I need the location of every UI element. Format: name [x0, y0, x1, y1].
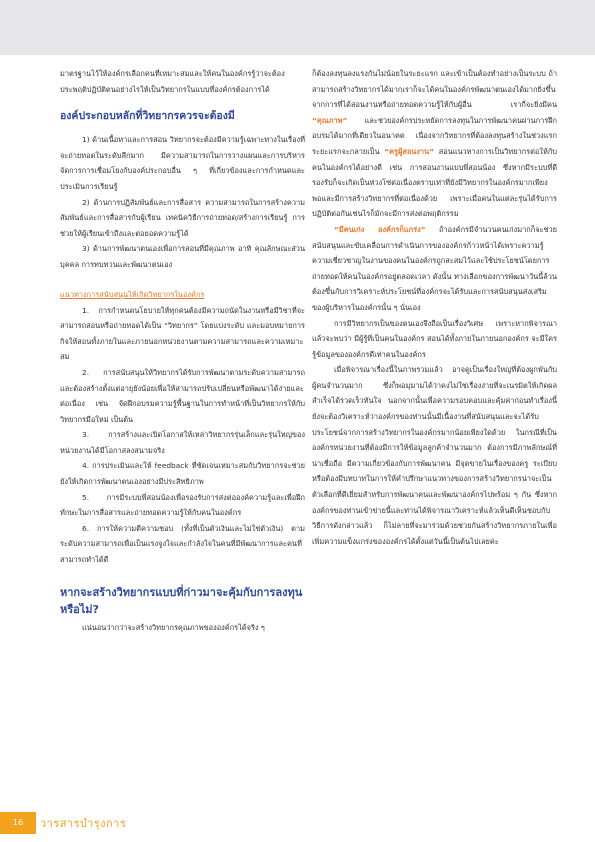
question-intro: แน่นอนว่ากว่าจะสร้างวิทยากรคุณภาพขององค์กรได้จริง ๆ	[82, 622, 265, 632]
highlight-teacher: “ครูผู้สอนงาน”	[384, 146, 434, 156]
highlight-slogan: “มีคนเก่ง องค์กรก็แกร่ง”	[334, 224, 426, 234]
page-footer	[0, 803, 595, 842]
element-item: 1) ด้านเนื้อหาและการสอน วิทยากรจะต้องมีความรู้เฉพาะทางในเรื่องที่จะถ่ายทอดในระดับลึกมาก มีความสามารถในการวางแผนและการบริหารจัดการการเชื่อมโยงกับองค์ประกอบอื่น ๆ ที่เกี่ยวข้องและการกำหนดและประเมินการเรียนรู้	[60, 135, 305, 191]
page-number: 16	[0, 812, 36, 834]
header-band	[0, 0, 595, 55]
heading-support: แนวทางการสนับสนุนให้เกิดวิทยากรในองค์กร	[60, 289, 205, 299]
intro-paragraph: มาตรฐานไว้ให้องค์กรเลือกคนที่เหมาะสมและให้คนในองค์กรรู้ว่าจะต้องประพฤติปฏิบัติตนอย่างไรให้เป็นวิทยากรในแบบที่องค์กรต้องการได้	[60, 69, 285, 94]
highlight-quality: “คุณภาพ”	[312, 115, 348, 125]
heading-question: หากจะสร้างวิทยากรแบบที่ก่าวมาจะคุ้มกับการลงทุนหรือไม่?	[60, 585, 303, 616]
support-item: 2. การสนับสนุนให้วิทยากรได้รับการพัฒนาตามระดับความสามารถ และต้องสร้างตั้งแต่อายุยังน้อยเพื่อให้สามารถปรับเปลี่ยนหรือพัฒนาได้ง่ายและต่อเนื่อง เช่น จัดฝึกอบรมความรู้พื้นฐานในการทำหน้าที่เป็นวิทยากรให้กับวิทยากรมือใหม่ เป็นต้น	[60, 367, 305, 424]
support-item: 1. การกำหนดนโยบายให้ทุกคนต้องมีความถนัดในงานหรือมีวิชาที่จะสามารถสอนหรือถ่ายทอดได้เป็น “วิทยากร” โดยแบ่งระดับ และมอบหมายการกิจให้สอนทั้งภายในและภายนอกหน่วยงานตามความสามารถและความเหมาะสม	[60, 305, 305, 362]
right-column	[312, 66, 557, 549]
text-run: ก็ต้องลงทุนลงแรงกันไม่น้อยในระยะแรก และเข้าเป็นต้องทำอย่างเป็นระบบ ถ้าสามารถสร้างวิทยากรได้มากเราก็จะได้คนในองค์กรพัฒนาตนเองได้มากยิ่งขึ้นจากการที่ได้สอนงานหรือถ่ายทอดความรู้ให้กับผู้อื่น เรากี่จะยิ่งมีคน	[312, 69, 557, 110]
heading-elements: องค์ประกอบหลักที่วิทยากรควรจะต้องมี	[60, 110, 235, 123]
support-item: 6. การให้ความตีความชอบ (ทั้งที่เป็นตัวเงินและไม่ใช่ตัวเงิน) ตามระดับความสามารถเพื่อเป็นแรงจูงใจและกำลังใจในคนที่มีพัฒนาการและคนที่สามารถทำได้ดี	[60, 523, 305, 565]
left-column	[60, 66, 305, 635]
right-paragraph-3: การมีวิทยากรเป็นของตนเองจึงถือเป็นเรื่องวิเศษ เพราะหากพิจารณาแล้วจะพบว่า มีผู้รู้ที่เป็นคนในองค์กร สอนได้ทั้งภายในภายนอกองค์กร จะมีใครรู้ข้อมูลขององค์กรดีเท่าคนในองค์กร	[312, 318, 557, 359]
support-item: 5. การมีระบบพี่สอนน้องเพื่อรองรับการส่งต่อองค์ความรู้และเพื่อฝึกทักษะในการสื่อสารและถ่ายทอดความรู้ให้กับคนในองค์กร	[60, 492, 305, 518]
support-item: 4. การประเมินและให้ feedback ที่ชัดเจนเหมาะสมกับวิทยากรจะช่วยยังให้เกิดการพัฒนาตนเองอย่างมีประสิทธิภาพ	[60, 461, 305, 487]
right-paragraph-4: เมื่อพิจารณาเรื่องนี้ในภาพรวมแล้ว อาจดูเป็นเรื่องใหญ่ที่ต้องผูกพันกับผู้คนจำนวนมาก ซึ่งก็พอมุมามได้ว่าคงไม่ใช่เรื่องง่ายที่จะเนรมิตให้เกิดผลสำเร็จได้รวดเร็วทันใจ นอกจากนั้นเพื่อความรอบคอบและคุ้มค่าก่อนทำเรื่องนี้ยังจะต้องวิเคราะห์ว่าองค์กรของท่านนั้นมีเนื้องานที่สนับสนุนและจะได้รับประโยชน์จากการสร้างวิทยากรในองค์กรมากน้อยเพียงใดด้วย ในกรณีที่เป็นองค์กรหน่วยงานที่ต้องมีการให้ข้อมูลลูกค้าจำนวนมาก ต้องการมีภาพลักษณ์ที่น่าเชื่อถือ มีความเกี่ยวข้องกับการพัฒนาคน มีจุดขายในเรื่องของครู ระเบียบ หรือต้องมีบทบาทในการให้คำปรึกษาแนวทางของการสร้างวิทยากรน่าจะเป็นตัวเลือกที่ดีเยี่ยมสำหรับการพัฒนาคนและพัฒนาองค์กรไปพร้อม ๆ กัน ซึ่งหากองค์กรของท่านเข้าข่ายนี้และท่านได้พิจารณาวิเคราะห์แล้วเห็นดีเห็นชอบกับวิธีการดังกล่าวแล้ว ก็ไม่ลายที่จะมาร่วมด้วยช่วยกันสร้างวิทยากรภายในเพื่อเพิ่มความแข็งแกร่งขององค์กรได้ตั้งแต่วันนี้เป็นต้นไปเลยค่ะ	[312, 365, 557, 546]
right-paragraph-1	[312, 66, 557, 222]
text-run: ถ้าองค์กรมีจำนวนคนเก่งมากก็จะช่วยสนับสนุนและขับเคลื่อนการดำเนินการขององค์กรก้าวหน้าได้เพราะความรู้ความเชี่ยวชาญในงานของคนในองค์กรถูกสะสมไว้และใช้ประโยชน์โดยการถ่ายทอดให้คนในองค์กรอยู่ตลอดเวลา ดังนั้น ทางเลือกของการพัฒนาวันนี้ล้วนต้องขึ้นกับการวิเคราะห์ประโยชน์ที่องค์กรจะได้รับและการสนับสนุนส่งเสริมของผู้บริหารในองค์กรนั้น ๆ นั่นเอง	[312, 224, 557, 312]
element-item: 3) ด้านการพัฒนาตนเองเพื่อการสอนที่มีคุณภาพ อาทิ คุณลักษณะส่วนบุคคล การทบทวนและพัฒนาตนเอง	[60, 244, 305, 269]
journal-name: วารสารบำรุงการ	[40, 816, 127, 830]
support-item: 3. การสร้างและเปิดโอกาสให้เหล่าวิทยากรรุ่นเล็กและรุ่นใหญ่ของหน่วยงานได้มีโอกาสลงสนามจริง	[60, 430, 305, 455]
element-item: 2) ด้านการปฏิสัมพันธ์และการสื่อสาร ความสามารถในการสร้างความสัมพันธ์และการสื่อสารกับผู้เรียน เทคนิควิธีการถ่ายทอด/สร้างการเรียนรู้ การช่วยให้ผู้เรียนเข้าถึงและต่อยอดความรู้ได้	[60, 197, 305, 238]
text-run: สอนแนวทางการเป็นวิทยากรต่อให้กับคนในองค์กรได้อย่างดี เช่น การสอนงานแบบพี่สอนน้อง ซึ่งหากมีระบบที่ดีรองรับก็จะเกิดเป็นห่วงโซ่ต่อเนื่องตราบเท่าที่ยังมีวิทยากรในองค์กรมากเพียงพอและมีการสร้างวิทยากรที่ต่อเนื่องด้วย เพราะเมื่อคนในแต่ละรุ่นได้รับการปฏิบัติต่อกันเช่นไรก็มักจะมีการส่งต่อพฤติกรรม	[312, 146, 557, 219]
right-paragraph-2	[312, 222, 557, 316]
text-run: และช่วยองค์กรประหยัดการลงทุนในการพัฒนาคนผ่านการฝึกอบรมได้มากที่เดียวในอนาคต เนื่องจากวิทยากรที่ต้องลงทุนสร้างในช่วงแรกระยะแรกจะกลายเป็น	[312, 115, 557, 156]
